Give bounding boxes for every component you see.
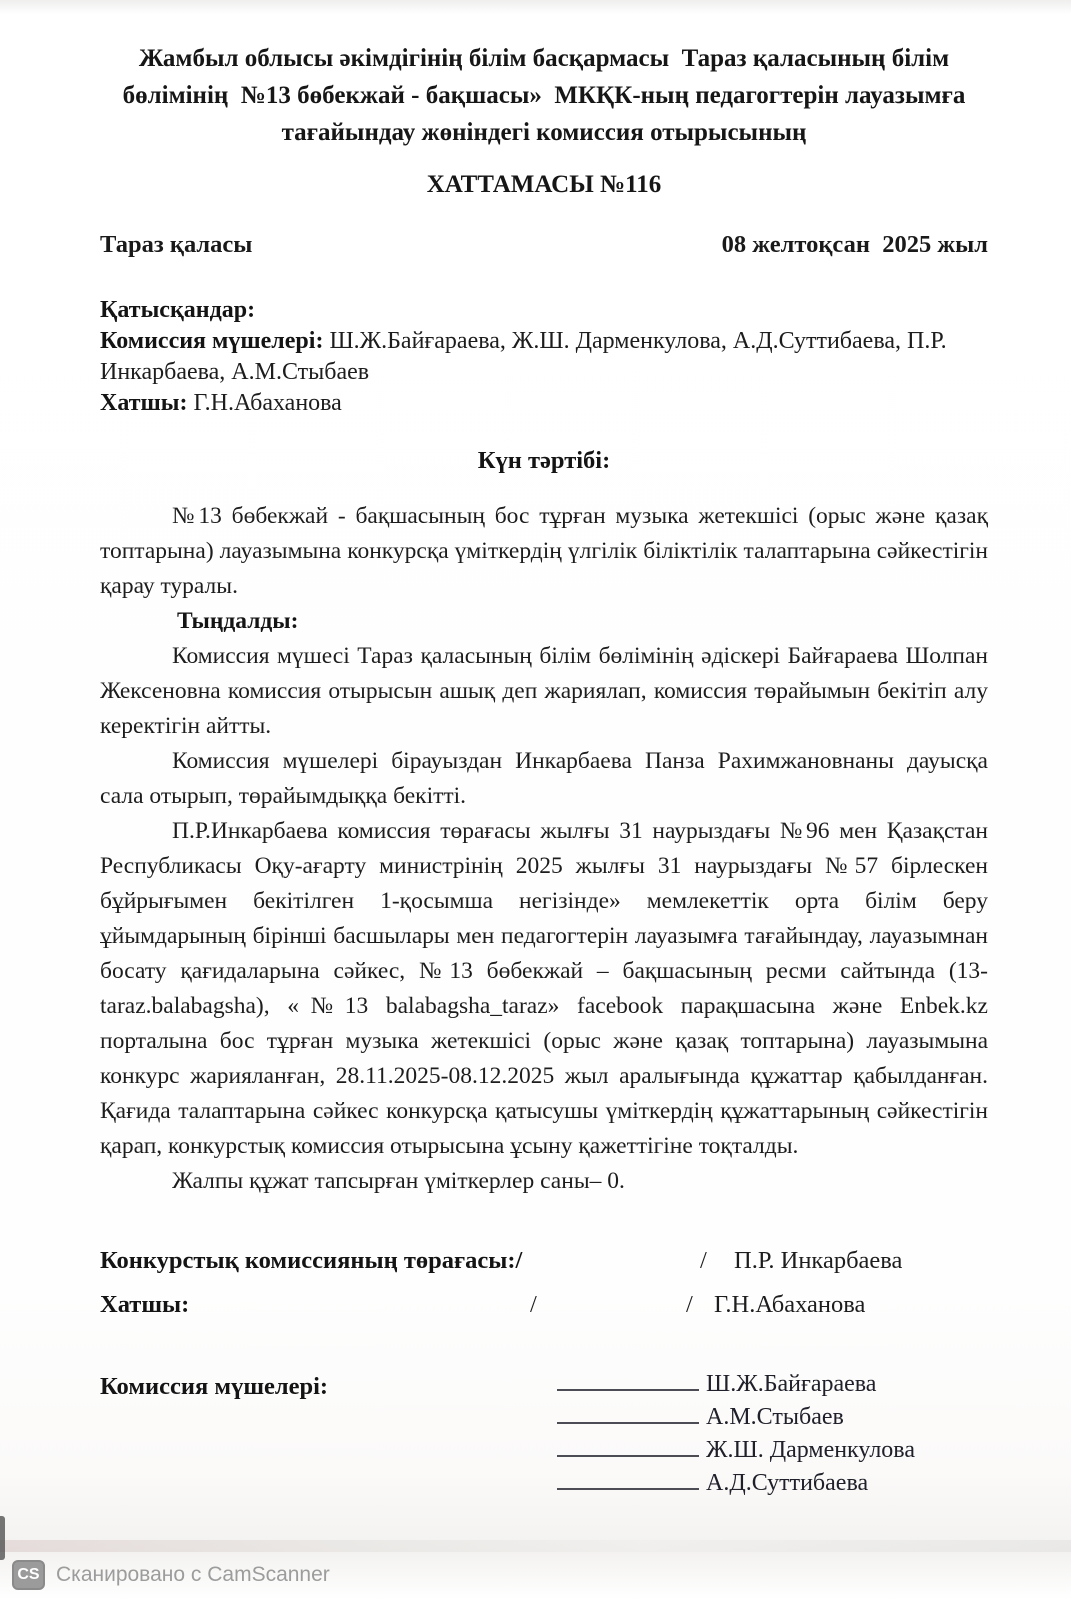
member-name: А.Д.Суттибаева [706,1470,869,1496]
members-signature-rows [557,1365,988,1497]
protocol-number: ХАТТАМАСЫ №116 [426,171,662,198]
secretary-slash-mid: / [530,1291,537,1318]
chair-slash: / [700,1247,707,1274]
org-title-line: бөлімінің №13 бөбекжай - бақшасы» МКҚК-ның педагогтерін лауазымға [122,82,966,109]
scan-artifact-smudge [0,1540,1071,1552]
scan-artifact-edge [0,1516,5,1560]
secretary-sig-name: Г.Н.Абаханова [714,1291,866,1318]
member-name: Ш.Ж.Байғараева [706,1371,877,1397]
signature-line [557,1398,699,1424]
secretary-signature-row [100,1291,988,1329]
city: Тараз қаласы [100,231,253,258]
heard-paragraph: П.Р.Инкарбаева комиссия төрағасы жылғы 31 наурыздағы №96 мен Қазақстан Республикасы Оқу-ағарту министрінің 2025 жылғы 31 наурыздағы №57 бірлескен бұйрығымен бекітілген 1-қосымша негізінде» мемлекеттік орта білім беру ұйымдарының бірінші басшылары мен педагогтерін лауазымға тағайындау, лауазымнан босату қағидаларына сәйкес, №13 бөбекжай – бақшасының ресми сайтында (13-taraz.balabagsha), «№13 balabagsha_taraz» facebook парақшасына және Enbek.kz порталына бос тұрған музыка жетекшісі (орыс және қазақ топтарына) лауазымына конкурс жарияланған, 28.11.2025-08.12.2025 жыл аралығында құжаттар қабылданған. Қағида талаптарына сәйкес конкурсқа қатысушы үміткердің құжаттарының сәйкестігін қарап, конкурстық комиссия отырысына ұсыну қажеттігіне тоқталды. [100,818,988,1159]
member-signature-row [557,1464,988,1497]
members-signature-section [100,1365,988,1497]
camscanner-text: Сканировано с CamScanner [56,1563,330,1586]
commission-members-line [100,326,988,388]
signature-line [557,1464,699,1490]
camscanner-icon: CS [12,1560,45,1590]
members-label: Комиссия мүшелері: [100,328,324,354]
participants-heading: Қатысқандар: [100,297,256,323]
signature-section [100,1247,988,1329]
chair-label: Конкурстық комиссияның төрағасы:/ [100,1247,523,1274]
heard-paragraph: Комиссия мүшесі Тараз қаласының білім бөлімінің әдіскері Байғараева Шолпан Жексеновна комиссия отырысын ашық деп жариялап, комиссия төрайымын бекітіп алу керектігін айтты. [100,643,988,739]
agenda-heading: Күн тәртібі: [477,447,611,474]
heard-heading: Тыңдалды: [177,608,299,634]
chair-name: П.Р. Инкарбаева [734,1247,903,1274]
org-title-line: Жамбыл облысы әкімдігінің білім басқармасы Тараз қаласының білім [138,45,950,72]
members-signature-label: Комиссия мүшелері: [100,1373,329,1400]
main-text [100,499,988,1199]
member-signature-row [557,1398,988,1431]
secretary-value: Г.Н.Абаханова [193,390,342,416]
participants-section [100,295,988,419]
chair-signature-row [100,1247,988,1285]
secretary-sig-label: Хатшы: [100,1291,190,1318]
secretary-label: Хатшы: [100,390,188,416]
members-value: Ш.Ж.Байғараева, Ж.Ш. Дарменкулова, А.Д.Суттибаева, П.Р. Инкарбаева, А.М.Стыбаев [100,328,947,385]
heard-paragraph: Комиссия мүшелері бірауыздан Инкарбаева Панза Рахимжановнаны дауысқа сала отырып, төрайымдыққа бекітті. [100,748,988,809]
org-title [100,40,988,151]
member-signature-row [557,1365,988,1398]
scan-artifact-top [0,0,1071,14]
member-signature-row [557,1431,988,1464]
camscanner-watermark [12,1560,330,1590]
member-name: Ж.Ш. Дарменкулова [706,1437,915,1463]
date: 08 желтоқсан 2025 жыл [721,231,988,258]
city-date-row [100,231,988,259]
agenda-item: №13 бөбекжай - бақшасының бос тұрған музыка жетекшісі (орыс және қазақ топтарына) лауазымына конкурсқа үміткердің үлгілік біліктілік талаптарына сәйкестігін қарау туралы. [100,503,988,599]
signature-line [557,1431,699,1457]
org-title-line: тағайындау жөніндегі комиссия отырысының [281,119,807,146]
heard-paragraph-total: Жалпы құжат тапсырған үміткерлер саны– 0. [172,1168,625,1194]
secretary-slash: / [686,1291,693,1318]
document-body [100,40,988,1497]
secretary-line [100,388,988,419]
member-name: А.М.Стыбаев [706,1404,844,1430]
signature-line [557,1365,699,1391]
